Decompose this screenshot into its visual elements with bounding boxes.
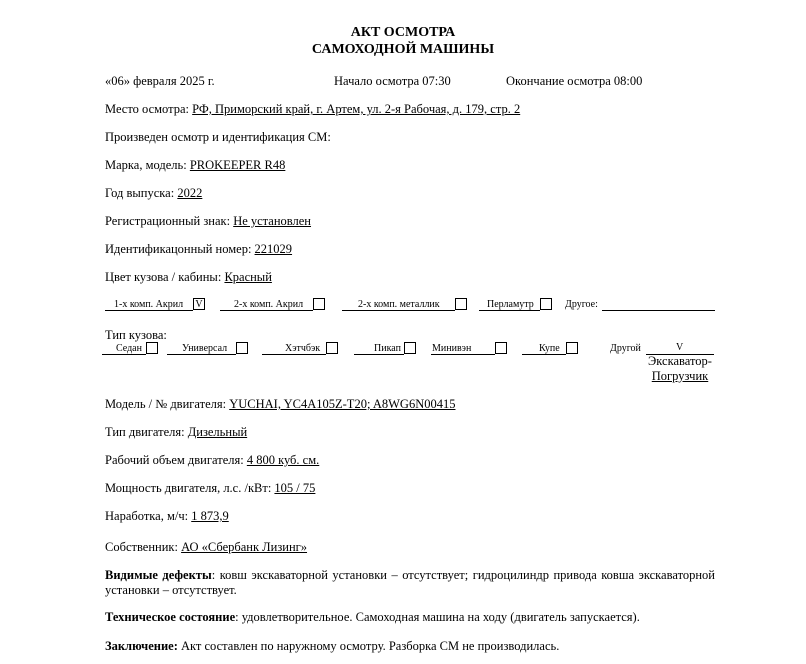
color-label: Цвет кузова / кабины: bbox=[105, 270, 222, 284]
document-title-line1: АКТ ОСМОТРА bbox=[350, 25, 456, 40]
engine-volume-row bbox=[105, 453, 319, 468]
body-universal-label: Универсал bbox=[182, 343, 228, 354]
paint-opt3-label: 2-х комп. металлик bbox=[358, 299, 440, 310]
paint-opt1-checkbox[interactable]: V bbox=[193, 298, 205, 310]
condition-label: Техническое состояние bbox=[105, 610, 236, 624]
inspection-end: Окончание осмотра 08:00 bbox=[506, 74, 643, 88]
paint-opt4-label: Перламутр bbox=[487, 299, 534, 310]
place-row bbox=[105, 102, 520, 117]
color-row bbox=[105, 270, 272, 285]
engine-model-row bbox=[105, 397, 455, 412]
paint-opt3-checkbox[interactable] bbox=[455, 298, 467, 310]
engine-type-value: Дизельный bbox=[187, 425, 248, 439]
paint-opt2-checkbox[interactable] bbox=[313, 298, 325, 310]
brand-value: PROKEEPER R48 bbox=[189, 158, 286, 172]
id-row bbox=[105, 242, 292, 257]
paint-other-field[interactable] bbox=[602, 310, 715, 311]
body-other-value-line2 bbox=[646, 369, 714, 384]
defects-text: : ковш экскаваторной установки – отсутствует; гидроцилиндр привода ковша экскаваторной установки – отсутствует. bbox=[105, 568, 715, 597]
brand-label: Марка, модель: bbox=[105, 158, 187, 172]
body-other-mark: V bbox=[676, 342, 684, 353]
body-pickup-checkbox[interactable] bbox=[404, 342, 416, 354]
body-minivan-checkbox[interactable] bbox=[495, 342, 507, 354]
inspection-start: Начало осмотра 07:30 bbox=[334, 74, 451, 88]
engine-hours-row bbox=[105, 509, 229, 524]
id-value: 221029 bbox=[254, 242, 293, 256]
reg-label: Регистрационный знак: bbox=[105, 214, 231, 228]
body-hatchback-checkbox[interactable] bbox=[326, 342, 338, 354]
conclusion-text: Акт составлен по наружному осмотру. Разборка СМ не производилась. bbox=[177, 639, 560, 653]
reg-value: Не установлен bbox=[233, 214, 312, 228]
conclusion-label: Заключение: bbox=[105, 639, 178, 653]
paint-opt4-checkbox[interactable] bbox=[540, 298, 552, 310]
engine-model-label: Модель / № двигателя: bbox=[105, 397, 227, 411]
engine-volume-label: Рабочий объем двигателя: bbox=[105, 453, 244, 467]
color-value: Красный bbox=[224, 270, 272, 284]
place-value: РФ, Приморский край, г. Артем, ул. 2-я Рабочая, д. 179, стр. 2 bbox=[192, 102, 521, 116]
engine-power-value: 105 / 75 bbox=[274, 481, 316, 495]
engine-hours-label: Наработка, м/ч: bbox=[105, 509, 189, 523]
body-sedan-checkbox[interactable] bbox=[146, 342, 158, 354]
body-other-label: Другой bbox=[610, 343, 641, 354]
engine-type-row bbox=[105, 425, 247, 440]
body-universal-checkbox[interactable] bbox=[236, 342, 248, 354]
inspection-date: «06» февраля 2025 г. bbox=[105, 74, 215, 88]
body-sedan-label: Седан bbox=[116, 343, 142, 354]
body-type-label: Тип кузова: bbox=[105, 328, 167, 342]
engine-power-row bbox=[105, 481, 315, 496]
body-hatchback-label: Хэтчбэк bbox=[285, 343, 321, 354]
paint-opt1-label: 1-х комп. Акрил bbox=[114, 299, 184, 310]
brand-row bbox=[105, 158, 285, 173]
body-coupe-checkbox[interactable] bbox=[566, 342, 578, 354]
place-label: Место осмотра: bbox=[105, 102, 190, 116]
condition-paragraph bbox=[105, 610, 715, 625]
defects-paragraph bbox=[105, 568, 715, 598]
body-pickup-label: Пикап bbox=[374, 343, 401, 354]
body-coupe-label: Купе bbox=[539, 343, 560, 354]
body-other-value-line1: Экскаватор- bbox=[648, 354, 712, 368]
defects-label: Видимые дефекты bbox=[105, 568, 212, 582]
document-title-line2: САМОХОДНОЙ МАШИНЫ bbox=[311, 42, 495, 57]
engine-volume-value: 4 800 куб. см. bbox=[246, 453, 320, 467]
engine-power-label: Мощность двигателя, л.с. /кВт: bbox=[105, 481, 272, 495]
engine-type-label: Тип двигателя: bbox=[105, 425, 185, 439]
owner-row bbox=[105, 540, 307, 555]
identification-text: Произведен осмотр и идентификация СМ: bbox=[105, 130, 331, 144]
body-minivan-label: Минивэн bbox=[432, 343, 472, 354]
conclusion-paragraph bbox=[105, 639, 715, 654]
engine-model-value: YUCHAI, YC4A105Z-T20; A8WG6N00415 bbox=[229, 397, 456, 411]
body-other-value-line2-text: Погрузчик bbox=[651, 369, 709, 383]
year-value: 2022 bbox=[177, 186, 203, 200]
year-row bbox=[105, 186, 202, 201]
owner-label: Собственник: bbox=[105, 540, 178, 554]
engine-hours-value: 1 873,9 bbox=[191, 509, 229, 523]
condition-text: : удовлетворительное. Самоходная машина на ходу (двигатель запускается). bbox=[235, 610, 640, 624]
owner-value: АО «Сбербанк Лизинг» bbox=[181, 540, 308, 554]
paint-opt5-label: Другое: bbox=[565, 299, 598, 310]
paint-opt2-label: 2-х комп. Акрил bbox=[234, 299, 304, 310]
year-label: Год выпуска: bbox=[105, 186, 175, 200]
reg-row bbox=[105, 214, 311, 229]
id-label: Идентификацонный номер: bbox=[105, 242, 252, 256]
